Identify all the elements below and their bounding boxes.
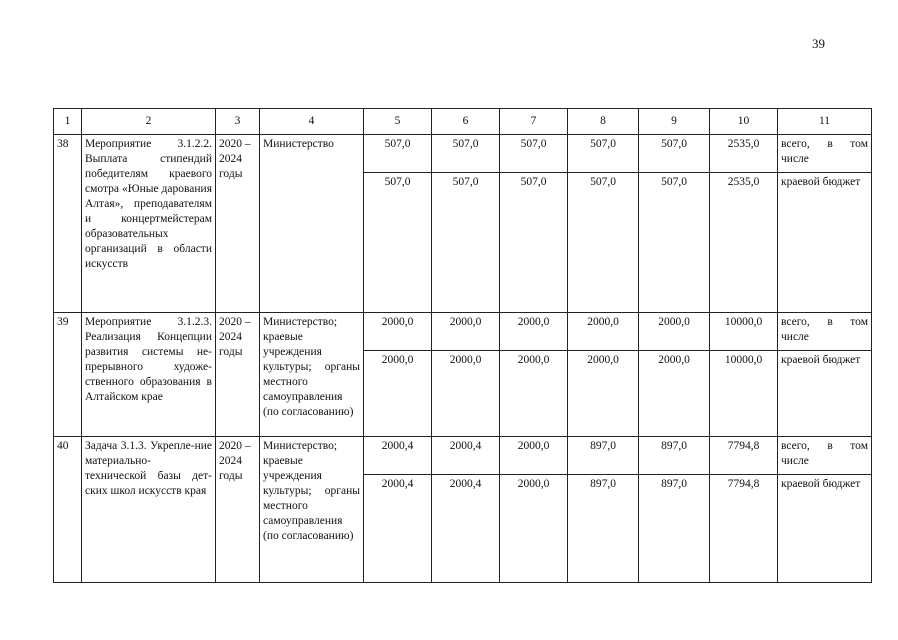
total-cell: 7794,8	[710, 437, 778, 475]
value-cell: 2000,0	[500, 437, 568, 475]
value-cell: 507,0	[500, 173, 568, 313]
measure-name: Мероприятие 3.1.2.2. Выплата стипендий победителям краевого смотра «Юные дарования Алтая», преподавателям и концертмейстерам образовательных организаций в области искусств	[82, 135, 216, 313]
value-cell: 507,0	[364, 135, 432, 173]
program-table	[53, 108, 872, 583]
funding-source: краевой бюджет	[778, 173, 872, 313]
funding-source: краевой бюджет	[778, 475, 872, 583]
period: 2020 – 2024 годы	[216, 135, 260, 313]
col-header-6: 6	[432, 109, 500, 135]
col-header-4: 4	[260, 109, 364, 135]
value-cell: 507,0	[500, 135, 568, 173]
funding-source: всего, в том числе	[778, 135, 872, 173]
value-cell: 2000,0	[432, 351, 500, 437]
value-cell: 507,0	[639, 135, 710, 173]
executor: Министерство; краевые учреждения культуры; органы местного самоуправления (по согласованию)	[260, 313, 364, 437]
value-cell: 507,0	[568, 135, 639, 173]
row-number: 39	[54, 313, 82, 437]
header-row	[54, 109, 872, 135]
value-cell: 507,0	[639, 173, 710, 313]
funding-source: всего, в том числе	[778, 437, 872, 475]
total-cell: 7794,8	[710, 475, 778, 583]
col-header-2: 2	[82, 109, 216, 135]
row-number: 40	[54, 437, 82, 583]
value-cell: 2000,0	[639, 313, 710, 351]
funding-source: всего, в том числе	[778, 313, 872, 351]
value-cell: 2000,0	[364, 351, 432, 437]
value-cell: 507,0	[568, 173, 639, 313]
value-cell: 507,0	[364, 173, 432, 313]
table-row	[54, 313, 872, 351]
value-cell: 2000,0	[500, 475, 568, 583]
period: 2020 – 2024 годы	[216, 437, 260, 583]
table-row	[54, 437, 872, 475]
total-cell: 10000,0	[710, 351, 778, 437]
value-cell: 2000,0	[432, 313, 500, 351]
value-cell: 2000,0	[568, 351, 639, 437]
row-number: 38	[54, 135, 82, 313]
value-cell: 2000,0	[364, 313, 432, 351]
col-header-8: 8	[568, 109, 639, 135]
value-cell: 897,0	[639, 475, 710, 583]
executor: Министерство	[260, 135, 364, 313]
value-cell: 2000,4	[364, 437, 432, 475]
table-row	[54, 135, 872, 173]
value-cell: 2000,0	[568, 313, 639, 351]
value-cell: 507,0	[432, 173, 500, 313]
executor: Министерство; краевые учреждения культуры; органы местного самоуправления (по согласованию)	[260, 437, 364, 583]
col-header-7: 7	[500, 109, 568, 135]
measure-name: Мероприятие 3.1.2.3. Реализация Концепции развития системы не-прерывного художе-ственного образования в Алтайском крае	[82, 313, 216, 437]
funding-source: краевой бюджет	[778, 351, 872, 437]
value-cell: 2000,4	[432, 475, 500, 583]
measure-name: Задача 3.1.3. Укрепле-ние материально-технической базы дет-ских школ искусств края	[82, 437, 216, 583]
value-cell: 2000,4	[364, 475, 432, 583]
value-cell: 897,0	[568, 437, 639, 475]
value-cell: 897,0	[639, 437, 710, 475]
value-cell: 2000,4	[432, 437, 500, 475]
value-cell: 2000,0	[639, 351, 710, 437]
value-cell: 2000,0	[500, 351, 568, 437]
col-header-9: 9	[639, 109, 710, 135]
page-number: 39	[812, 36, 825, 51]
col-header-3: 3	[216, 109, 260, 135]
col-header-1: 1	[54, 109, 82, 135]
period: 2020 – 2024 годы	[216, 313, 260, 437]
value-cell: 2000,0	[500, 313, 568, 351]
value-cell: 507,0	[432, 135, 500, 173]
col-header-5: 5	[364, 109, 432, 135]
col-header-11: 11	[778, 109, 872, 135]
value-cell: 897,0	[568, 475, 639, 583]
total-cell: 2535,0	[710, 173, 778, 313]
total-cell: 2535,0	[710, 135, 778, 173]
col-header-10: 10	[710, 109, 778, 135]
total-cell: 10000,0	[710, 313, 778, 351]
